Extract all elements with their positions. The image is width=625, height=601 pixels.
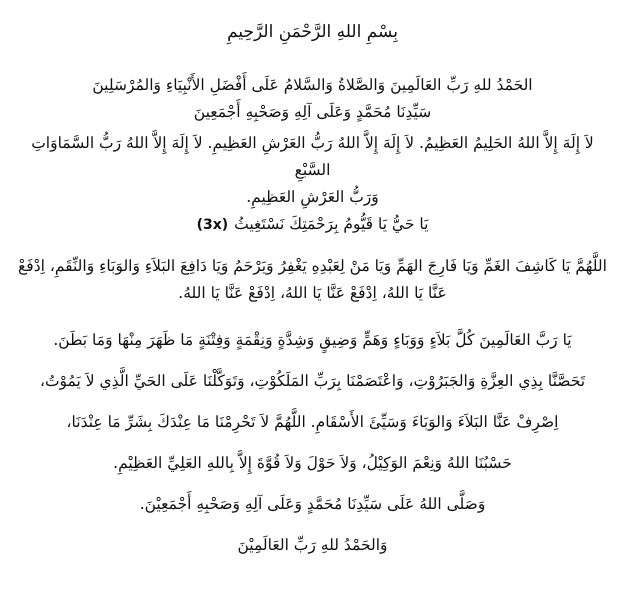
istighatha-line [14, 211, 611, 239]
dua-1-line-2: عَنَّا يَا اللهُ، اِدْفَعْ عَنَّا يَا اللهُ، اِدْفَعْ عَنَّا يَا اللهُ. [178, 284, 447, 302]
bismillah-heading: بِسْمِ اللهِ الرَّحْمَنِ الرَّحِيمِ [227, 22, 398, 42]
opening-line-1: الحَمْدُ للهِ رَبِّ العَالَمِينَ وَالصَّلاةُ وَالسَّلامُ عَلَى أَفْضَلِ الأَنْبِيَاءِ وَالمُرْسَلِينَ [92, 76, 533, 94]
closing-line: وَالحَمْدُ للهِ رَبِّ العَالَمِيْنَ [237, 536, 388, 554]
dua-4-line: اِصْرِفْ عَنَّا البَلاَءَ وَالوَبَاءَ وَسَيِّئَ الأَسْقَامِ. اللَّهُمَّ لاَ تَحْرِمْنَا مَا عِنْدَكَ بِشَرِّ مَا عِنْدَنَا، [66, 413, 559, 431]
dua-2-line: يَا رَبَّ العَالَمِينَ كُلَّ بَلاَءٍ وَوَبَاءٍ وَهَمٍّ وَضِيقٍ وَشِدَّةٍ وَنِقْمَةٍ وَفِتْنَةٍ مَا ظَهَرَ مِنْهَا وَمَا بَطَنَ. [53, 331, 572, 349]
salawat-line: وَصَلَّى اللهُ عَلَى سَيِّدِنَا مُحَمَّدٍ وَعَلَى آلِهِ وَصَحْبِهِ أَجْمَعِيْنَ. [139, 495, 486, 513]
tahlil-line-2: وَرَبُّ العَرْشِ العَظِيمِ. [246, 188, 379, 206]
opening-line-2: سَيِّدِنَا مُحَمَّدٍ وَعَلَى آلِهِ وَصَحْبِهِ أَجْمَعِينَ [193, 103, 432, 121]
dua-3-line: تَحَصَّنَّا بِذِي العِزَّةِ وَالجَبَرُوْتِ، وَاعْتَصَمْنَا بِرَبِّ المَلَكُوْتِ، وَتَوَكَّلْنَا عَلَى الحَيِّ الَّذِي لاَ يَمُوْتُ، [39, 372, 586, 390]
dua-5-line: حَسْبُنَا اللهُ وَنِعْمَ الوَكِيْلُ، وَلاَ حَوْلَ وَلاَ قُوَّةَ إِلاَّ بِاللهِ العَلِيِّ العَظِيْمِ. [113, 454, 512, 472]
repeat-count: (3x) [196, 217, 229, 233]
istighatha-text: يَا حَيُّ يَا قَيُّومُ بِرَحْمَتِكَ نَسْتَغِيثُ [234, 215, 429, 233]
tahlil-line-1: لاَ إِلَهَ إِلاَّ اللهُ الحَلِيمُ العَظِيمُ. لاَ إِلَهَ إِلاَّ اللهُ رَبُّ العَرْشِ العَظِيمِ. لاَ إِلَهَ إِلاَّ اللهُ رَبُّ السَّمَاوَاتِ السَّبْعِ [31, 134, 594, 179]
dua-1-line-1: اللَّهُمَّ يَا كَاشِفَ الغَمِّ وَيَا فَارِجَ الهَمِّ وَيَا مَنْ لِعَبْدِهِ يَغْفِرُ وَيَرْحَمُ وَيَا دَافِعَ البَلاَءِ وَالوَبَاءِ وَالنِّقَمِ، اِدْفَعْ [18, 257, 607, 275]
